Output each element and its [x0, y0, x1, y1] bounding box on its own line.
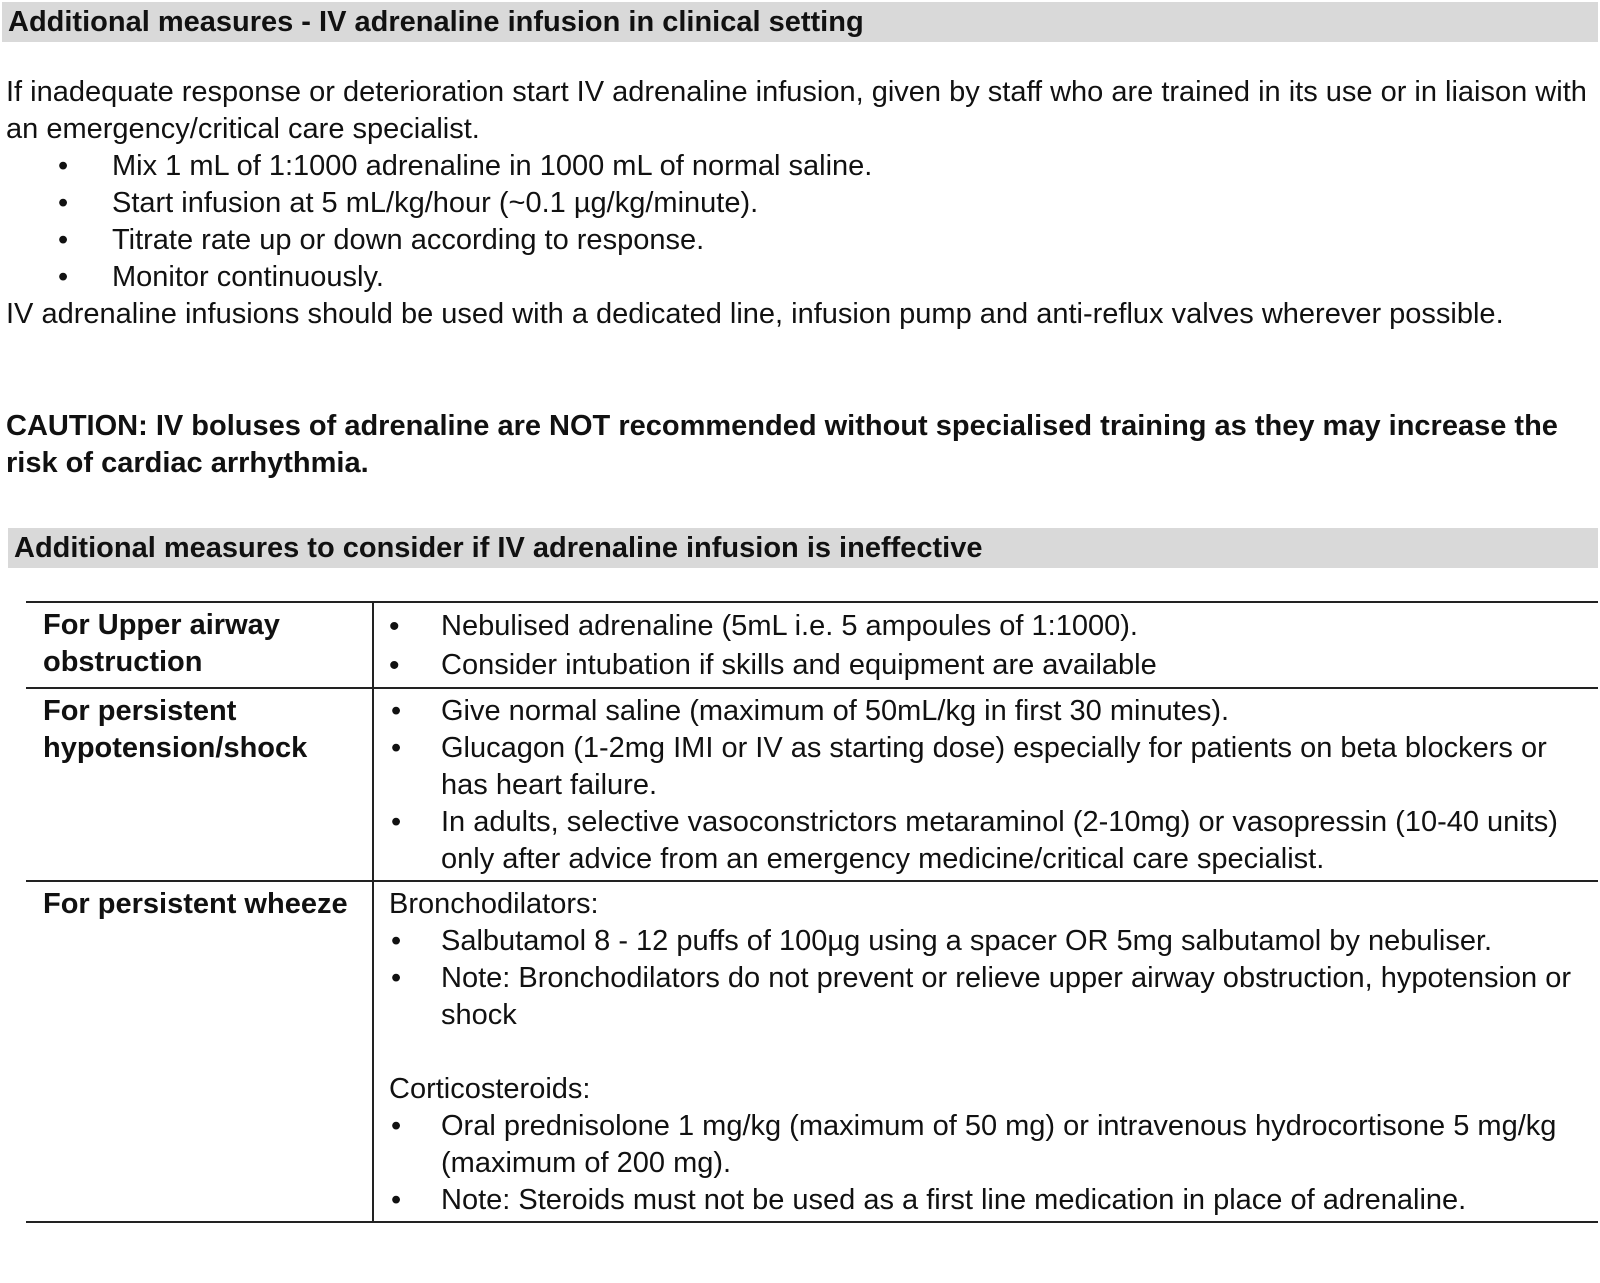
list-item: [0, 259, 1590, 296]
bullet-icon: •: [389, 610, 400, 643]
list-item-text: Monitor continuously.: [112, 261, 384, 293]
bullet-icon: •: [58, 224, 69, 256]
list-item-text: Oral prednisolone 1 mg/kg (maximum of 50 mg) or intravenous hydrocortisone 5 mg/kg (maximum of 200 mg).: [441, 1110, 1557, 1179]
list-item: [0, 185, 1590, 222]
row-label: For persistent hypotension/shock: [26, 689, 374, 880]
list-item: [389, 804, 1590, 878]
bullet-icon: •: [391, 695, 402, 727]
list-item: [0, 148, 1590, 185]
intro-paragraph: If inadequate response or deterioration start IV adrenaline infusion, given by staff who are trained in its use or in liaison with an emergency/critical care specialist.: [6, 76, 1587, 145]
list-item-text: Glucagon (1-2mg IMI or IV as starting dose) especially for patients on beta blockers or has heart failure.: [441, 732, 1547, 801]
bullet-icon: •: [391, 1110, 402, 1142]
list-item-text: Start infusion at 5 mL/kg/hour (~0.1 µg/kg/minute).: [112, 187, 759, 219]
bullet-icon: •: [391, 732, 402, 764]
list-item: [389, 646, 1590, 685]
bullet-icon: •: [391, 806, 402, 838]
list-item: [389, 693, 1590, 730]
bullet-icon: •: [389, 649, 400, 682]
list-item-text: Mix 1 mL of 1:1000 adrenaline in 1000 mL of normal saline.: [112, 150, 873, 182]
measures-table: [26, 601, 1598, 1223]
row-content: [374, 689, 1598, 880]
infusion-steps-list: [0, 148, 1590, 296]
row-content: [374, 882, 1598, 1221]
list-item-text: Give normal saline (maximum of 50mL/kg in first 30 minutes).: [441, 695, 1230, 727]
list-item: [389, 1182, 1590, 1219]
bullet-list: [389, 923, 1590, 1034]
list-item: [389, 1108, 1590, 1182]
list-item: [389, 607, 1590, 646]
row-label: For persistent wheeze: [26, 882, 374, 1221]
section-heading-ineffective: Additional measures to consider if IV adrenaline infusion is ineffective: [8, 528, 1598, 568]
group-title-bronchodilators: Bronchodilators:: [389, 888, 599, 920]
list-item-text: Note: Steroids must not be used as a first line medication in place of adrenaline.: [441, 1184, 1467, 1216]
list-item: [0, 222, 1590, 259]
group-title-corticosteroids: Corticosteroids:: [389, 1073, 591, 1105]
list-item-text: In adults, selective vasoconstrictors metaraminol (2-10mg) or vasopressin (10-40 units) only after advice from an emergency medicine/critical care specialist.: [441, 806, 1558, 875]
bullet-icon: •: [391, 962, 402, 994]
row-content: [374, 603, 1598, 687]
list-item: [389, 960, 1590, 1034]
bullet-list: [389, 1108, 1590, 1219]
table-row: [26, 689, 1598, 882]
list-item-text: Note: Bronchodilators do not prevent or relieve upper airway obstruction, hypotension or shock: [441, 962, 1572, 1031]
table-row: [26, 603, 1598, 689]
section-heading-iv-infusion: Additional measures - IV adrenaline infusion in clinical setting: [2, 2, 1598, 42]
list-item-text: Salbutamol 8 - 12 puffs of 100µg using a spacer OR 5mg salbutamol by nebuliser.: [441, 925, 1493, 957]
list-item-text: Consider intubation if skills and equipment are available: [441, 649, 1157, 681]
bullet-icon: •: [58, 261, 69, 293]
row-label: For Upper airway obstruction: [26, 603, 374, 687]
list-item: [389, 923, 1590, 960]
list-item: [389, 730, 1590, 804]
spacer: [389, 1034, 1590, 1071]
bullet-list: [389, 693, 1590, 878]
list-item-text: Nebulised adrenaline (5mL i.e. 5 ampoules of 1:1000).: [441, 610, 1138, 642]
bullet-icon: •: [58, 150, 69, 182]
bullet-icon: •: [58, 187, 69, 219]
table-row: [26, 882, 1598, 1221]
bullet-icon: •: [391, 1184, 402, 1216]
list-item-text: Titrate rate up or down according to response.: [112, 224, 705, 256]
bullet-icon: •: [391, 925, 402, 957]
infusion-note: IV adrenaline infusions should be used with a dedicated line, infusion pump and anti-reflux valves wherever possible.: [6, 298, 1504, 330]
caution-warning: CAUTION: IV boluses of adrenaline are NOT recommended without specialised training as they may increase the risk of cardiac arrhythmia.: [6, 410, 1558, 479]
bullet-list: [389, 607, 1590, 685]
